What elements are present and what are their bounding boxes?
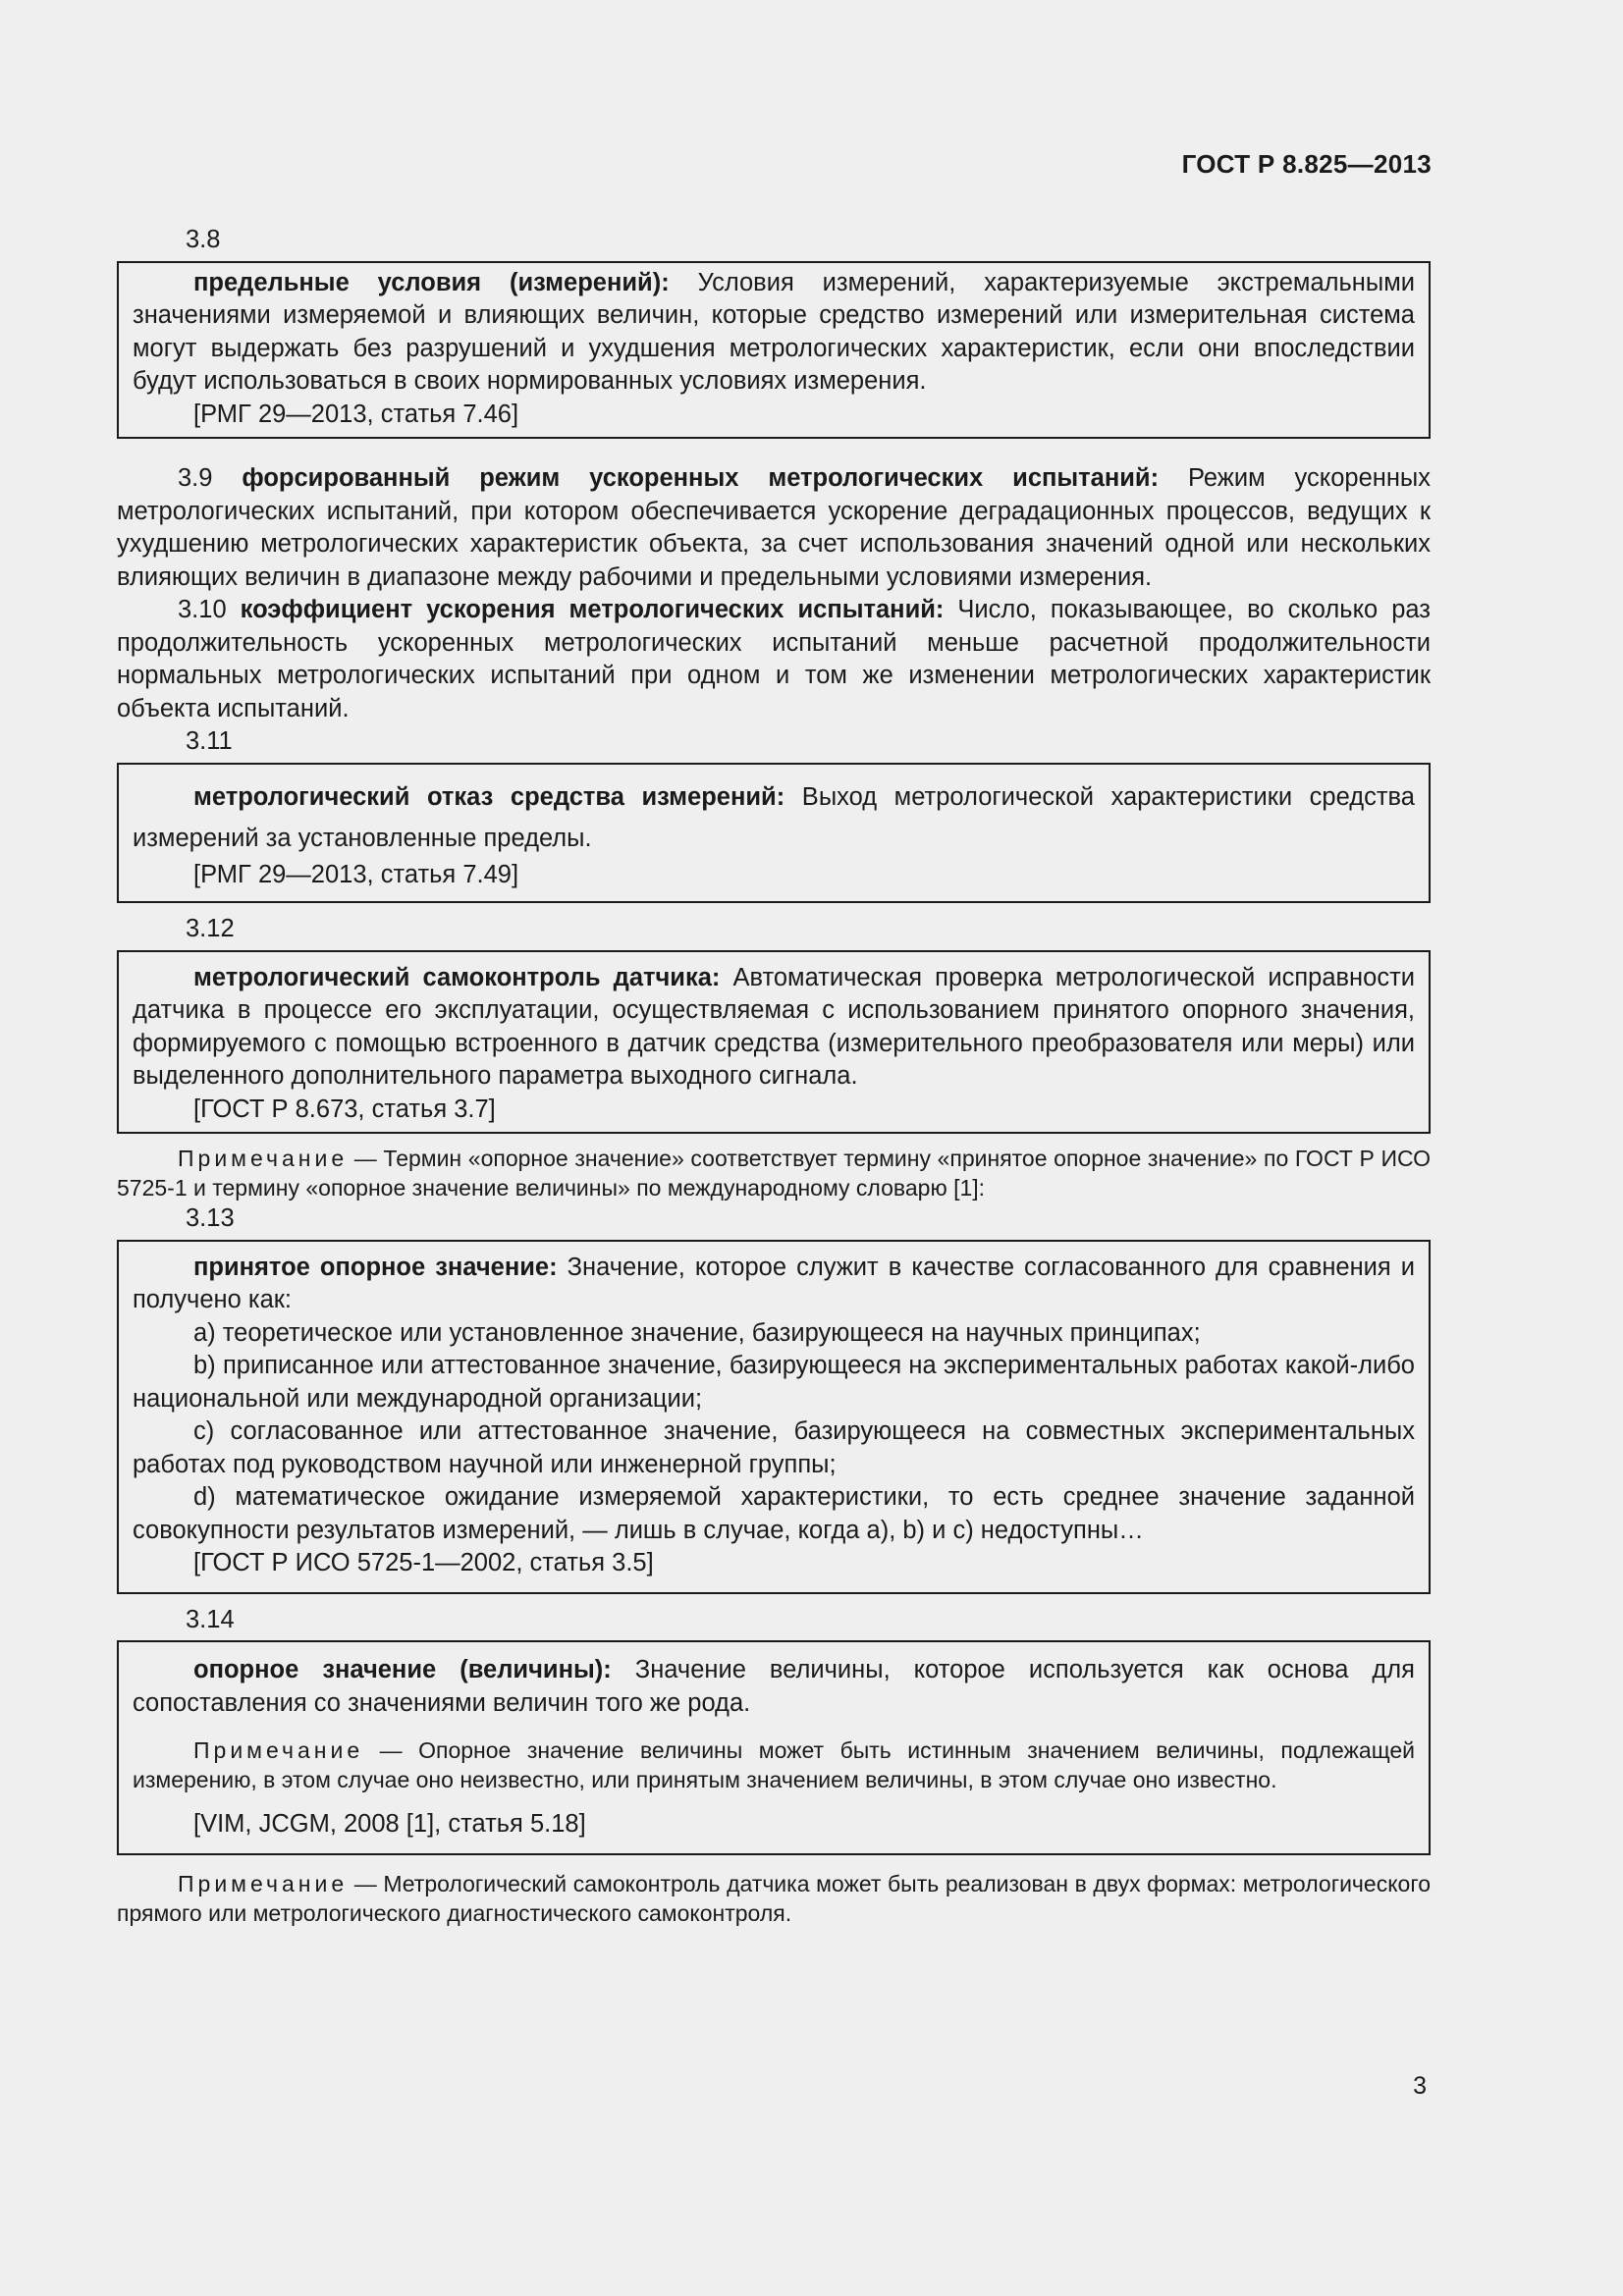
term-box-3-8 <box>117 261 1431 440</box>
term-title: метрологический самоконтроль датчика: <box>193 963 721 991</box>
term-box-3-11 <box>117 763 1431 904</box>
term-title: опорное значение (величины): <box>193 1656 612 1683</box>
definition-text: Автоматическая проверка метрологической исправности датчика в процессе его эксплуатации, осуществляемая с использованием принятого опорного значения, формируемого с помощью встроенного в датчик средства (измерительного преобразователя или меры) или выделенного дополнительного параметра выходного сигнала. <box>133 963 1415 1090</box>
term-paragraph-3-9 <box>117 462 1431 594</box>
term-box-3-13 <box>117 1240 1431 1594</box>
term-definition <box>133 1654 1415 1720</box>
inner-note <box>133 1735 1415 1794</box>
term-paragraph-3-10 <box>117 594 1431 725</box>
page-number: 3 <box>1413 2072 1427 2100</box>
definition-text: Условия измерений, характеризуемые экстремальными значениями измеряемой и влияющих величин, которые средство измерений или измерительная система могут выдержать без разрушений и ухудшения метрологических характеристик, если они впоследствии будут использоваться в своих нормированных условиях измерения. <box>133 268 1415 395</box>
note-label: Примечание <box>193 1737 364 1763</box>
term-title: форсированный режим ускоренных метрологических испытаний: <box>242 464 1160 492</box>
term-definition <box>133 1252 1415 1317</box>
definition-text: Выход метрологической характеристики средства измерений за установленные пределы. <box>133 782 1415 852</box>
section-number: 3.11 <box>186 727 233 755</box>
term-definition <box>133 776 1415 859</box>
section-number: 3.8 <box>186 226 221 253</box>
section-number: 3.12 <box>186 915 235 942</box>
note-text: — Опорное значение величины может быть истинным значением величины, подлежащей измерению, в этом случае оно неизвестно, или принятым значением величины, в этом случае оно известно. <box>133 1737 1415 1792</box>
source-reference: [ГОСТ Р 8.673, статья 3.7] <box>193 1095 496 1123</box>
definition-text: Число, показывающее, во сколько раз продолжительность ускоренных метрологических испытаний меньше расчетной продолжительности нормальных метрологических испытаний при одном и том же изменении метрологических характеристик объекта испытаний. <box>117 596 1431 722</box>
list-item-d: d) математическое ожидание измеряемой характеристики, то есть среднее значение заданной совокупности результатов измерений, — лишь в случае, когда a), b) и c) недоступны… <box>133 1483 1415 1544</box>
note-label: Примечание <box>178 1870 349 1896</box>
term-box-3-12 <box>117 950 1431 1135</box>
section-number: 3.10 <box>178 596 241 623</box>
section-number: 3.13 <box>186 1204 235 1232</box>
term-title: предельные условия (измерений): <box>193 268 670 296</box>
source-reference: [VIM, JCGM, 2008 [1], статья 5.18] <box>193 1810 586 1838</box>
term-box-3-14 <box>117 1640 1431 1855</box>
term-definition <box>133 962 1415 1094</box>
term-title: принятое опорное значение: <box>193 1253 558 1281</box>
definition-text: Режим ускоренных метрологических испытаний, при котором обеспечивается ускорение деградационных процессов, ведущих к ухудшению метрологических характеристик объекта, за счет использования значений одной или нескольких влияющих величин в диапазоне между рабочими и предельными условиями измерения. <box>117 464 1431 591</box>
list-item-c: c) согласованное или аттестованное значение, базирующееся на совместных экспериментальных работах под руководством научной или инженерной группы; <box>133 1417 1415 1478</box>
section-number: 3.14 <box>186 1605 235 1633</box>
term-definition <box>133 267 1415 399</box>
definition-text: Значение, которое служит в качестве согласованного для сравнения и получено как: <box>133 1253 1416 1313</box>
definition-text: Значение величины, которое используется как основа для сопоставления со значениями величин того же рода. <box>133 1656 1415 1717</box>
note-paragraph <box>117 1869 1431 1928</box>
note-text: — Термин «опорное значение» соответствует термину «принятое опорное значение» по ГОСТ Р ИСО 5725-1 и термину «опорное значение величины» по международному словарю [1]: <box>117 1146 1431 1201</box>
list-item-b: b) приписанное или аттестованное значение, базирующееся на экспериментальных работах какой-либо национальной или международной организации; <box>133 1352 1415 1413</box>
note-label: Примечание <box>178 1146 349 1171</box>
document-header: ГОСТ Р 8.825—2013 <box>1181 149 1432 179</box>
list-item-a: a) теоретическое или установленное значение, базирующееся на научных принципах; <box>193 1318 1201 1347</box>
source-reference: [РМГ 29—2013, статья 7.46] <box>193 400 519 428</box>
note-text: — Метрологический самоконтроль датчика может быть реализован в двух формах: метрологического прямого или метрологического диагностического самоконтроля. <box>117 1870 1431 1926</box>
document-body <box>117 224 1431 1928</box>
source-reference: [ГОСТ Р ИСО 5725-1—2002, статья 3.5] <box>193 1549 654 1576</box>
term-title: метрологический отказ средства измерений: <box>193 782 785 811</box>
term-title: коэффициент ускорения метрологических испытаний: <box>240 596 945 623</box>
section-number: 3.9 <box>178 464 243 492</box>
note-paragraph <box>117 1144 1431 1202</box>
source-reference: [РМГ 29—2013, статья 7.49] <box>193 860 519 888</box>
